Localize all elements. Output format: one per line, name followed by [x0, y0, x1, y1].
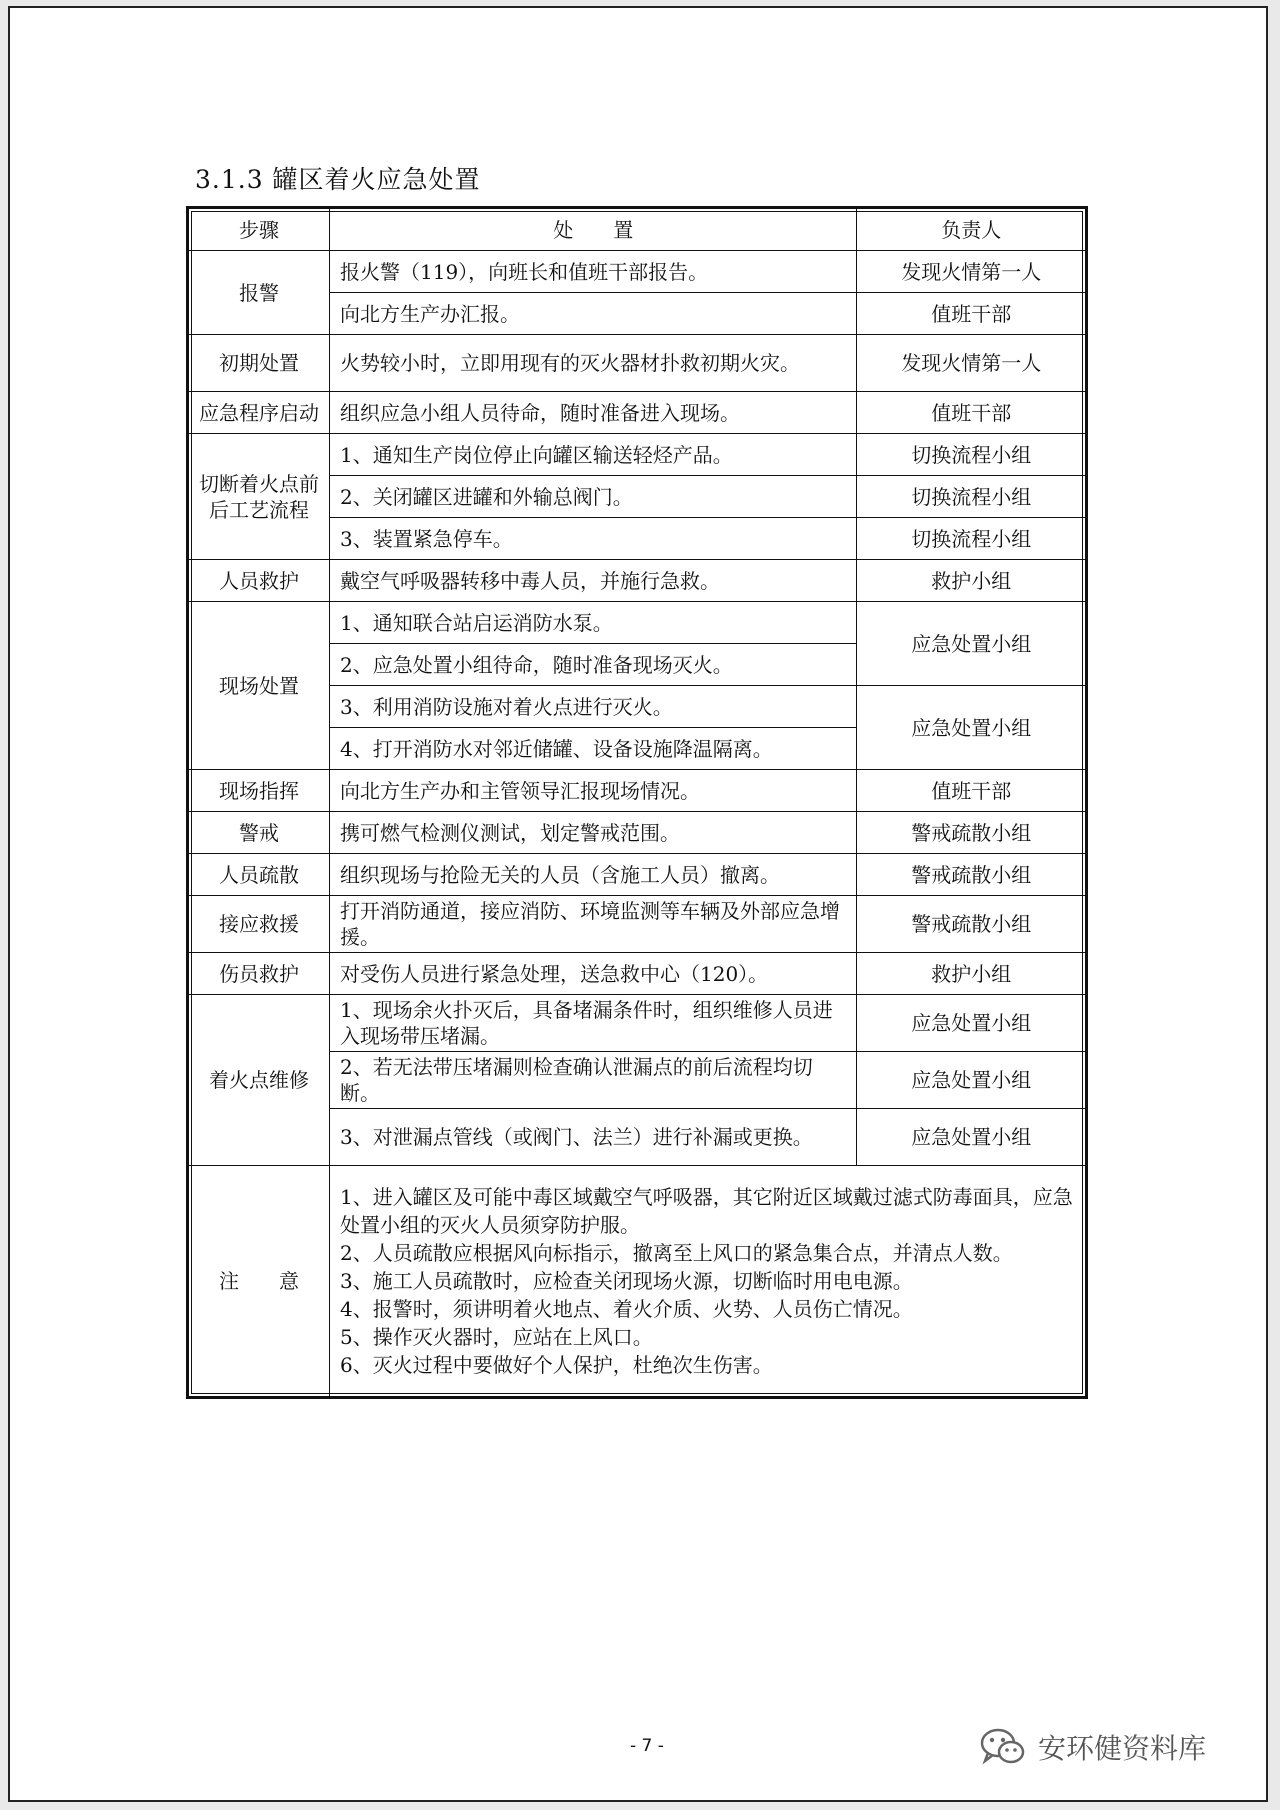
- action-cell: 向北方生产办和主管领导汇报现场情况。: [330, 770, 857, 812]
- table-row: [188, 770, 1087, 812]
- action-cell: 1、通知生产岗位停止向罐区输送轻烃产品。: [330, 434, 857, 476]
- note-line: 5、操作灭火器时，应站在上风口。: [340, 1325, 653, 1349]
- emergency-response-table: [186, 206, 1088, 1399]
- owner-cell: 救护小组: [857, 953, 1087, 995]
- table-row: [188, 434, 1087, 476]
- owner-cell: 发现火情第一人: [857, 335, 1087, 392]
- action-cell: 向北方生产办汇报。: [330, 293, 857, 335]
- table-row: [188, 602, 1087, 644]
- watermark: [978, 1722, 1206, 1772]
- step-cell: 人员救护: [188, 560, 330, 602]
- owner-cell: 值班干部: [857, 770, 1087, 812]
- owner-cell: 警戒疏散小组: [857, 854, 1087, 896]
- header-owner: 负责人: [857, 208, 1087, 251]
- action-cell: 4、打开消防水对邻近储罐、设备设施降温隔离。: [330, 728, 857, 770]
- action-cell: 组织现场与抢险无关的人员（含施工人员）撤离。: [330, 854, 857, 896]
- step-cell: 现场处置: [188, 602, 330, 770]
- action-cell: 2、关闭罐区进罐和外输总阀门。: [330, 476, 857, 518]
- notes-cell: [330, 1166, 1087, 1398]
- step-cell: 报警: [188, 251, 330, 335]
- owner-cell: 应急处置小组: [857, 602, 1087, 686]
- table-row: [188, 896, 1087, 953]
- owner-cell: 应急处置小组: [857, 995, 1087, 1052]
- action-cell: 2、若无法带压堵漏则检查确认泄漏点的前后流程均切断。: [330, 1052, 857, 1109]
- watermark-text: 安环健资料库: [1038, 1732, 1207, 1765]
- owner-cell: 发现火情第一人: [857, 251, 1087, 293]
- notes-row: [188, 1166, 1087, 1398]
- table-row: [188, 560, 1087, 602]
- owner-cell: 切换流程小组: [857, 518, 1087, 560]
- note-line: 6、灭火过程中要做好个人保护，杜绝次生伤害。: [340, 1353, 773, 1377]
- table-row: [188, 995, 1087, 1052]
- step-cell: 初期处置: [188, 335, 330, 392]
- header-action: 处 置: [330, 208, 857, 251]
- owner-cell: 切换流程小组: [857, 476, 1087, 518]
- owner-cell: 救护小组: [857, 560, 1087, 602]
- step-cell: 人员疏散: [188, 854, 330, 896]
- note-line: 3、施工人员疏散时，应检查关闭现场火源，切断临时用电电源。: [340, 1269, 913, 1293]
- step-cell: 警戒: [188, 812, 330, 854]
- action-cell: 3、利用消防设施对着火点进行灭火。: [330, 686, 857, 728]
- note-line: 2、人员疏散应根据风向标指示，撤离至上风口的紧急集合点，并清点人数。: [340, 1241, 1013, 1265]
- table-row: [188, 812, 1087, 854]
- document-page: [8, 6, 1268, 1802]
- step-cell: 应急程序启动: [188, 392, 330, 434]
- step-cell: 着火点维修: [188, 995, 330, 1166]
- table-row: [188, 953, 1087, 995]
- step-cell: 伤员救护: [188, 953, 330, 995]
- table-header-row: [188, 208, 1087, 251]
- action-cell: 1、现场余火扑灭后，具备堵漏条件时，组织维修人员进入现场带压堵漏。: [330, 995, 857, 1052]
- action-cell: 3、对泄漏点管线（或阀门、法兰）进行补漏或更换。: [330, 1109, 857, 1166]
- action-cell: 2、应急处置小组待命，随时准备现场灭火。: [330, 644, 857, 686]
- action-cell: 报火警（119），向班长和值班干部报告。: [330, 251, 857, 293]
- owner-cell: 警戒疏散小组: [857, 896, 1087, 953]
- action-cell: 1、通知联合站启运消防水泵。: [330, 602, 857, 644]
- owner-cell: 警戒疏散小组: [857, 812, 1087, 854]
- owner-cell: 切换流程小组: [857, 434, 1087, 476]
- action-cell: 组织应急小组人员待命，随时准备进入现场。: [330, 392, 857, 434]
- action-cell: 3、装置紧急停车。: [330, 518, 857, 560]
- step-cell: 现场指挥: [188, 770, 330, 812]
- owner-cell: 应急处置小组: [857, 1109, 1087, 1166]
- action-cell: 戴空气呼吸器转移中毒人员，并施行急救。: [330, 560, 857, 602]
- wechat-icon: [978, 1725, 1028, 1769]
- action-cell: 携可燃气检测仪测试，划定警戒范围。: [330, 812, 857, 854]
- note-line: 4、报警时，须讲明着火地点、着火介质、火势、人员伤亡情况。: [340, 1297, 913, 1321]
- table-row: [188, 335, 1087, 392]
- table-row: [188, 251, 1087, 293]
- section-title: 3.1.3 罐区着火应急处置: [195, 165, 481, 194]
- owner-cell: 值班干部: [857, 293, 1087, 335]
- action-cell: 对受伤人员进行紧急处理，送急救中心（120）。: [330, 953, 857, 995]
- action-cell: 打开消防通道，接应消防、环境监测等车辆及外部应急增援。: [330, 896, 857, 953]
- owner-cell: 应急处置小组: [857, 686, 1087, 770]
- table-row: [188, 392, 1087, 434]
- notes-step-cell: 注 意: [188, 1166, 330, 1398]
- step-cell: 切断着火点前后工艺流程: [188, 434, 330, 560]
- action-cell: 火势较小时，立即用现有的灭火器材扑救初期火灾。: [330, 335, 857, 392]
- table-row: [188, 854, 1087, 896]
- header-step: 步骤: [188, 208, 330, 251]
- page-number: - 7 -: [630, 1736, 664, 1756]
- step-cell: 接应救援: [188, 896, 330, 953]
- note-line: 1、进入罐区及可能中毒区域戴空气呼吸器，其它附近区域戴过滤式防毒面具，应急处置小组的灭火人员须穿防护服。: [340, 1185, 1073, 1237]
- owner-cell: 值班干部: [857, 392, 1087, 434]
- owner-cell: 应急处置小组: [857, 1052, 1087, 1109]
